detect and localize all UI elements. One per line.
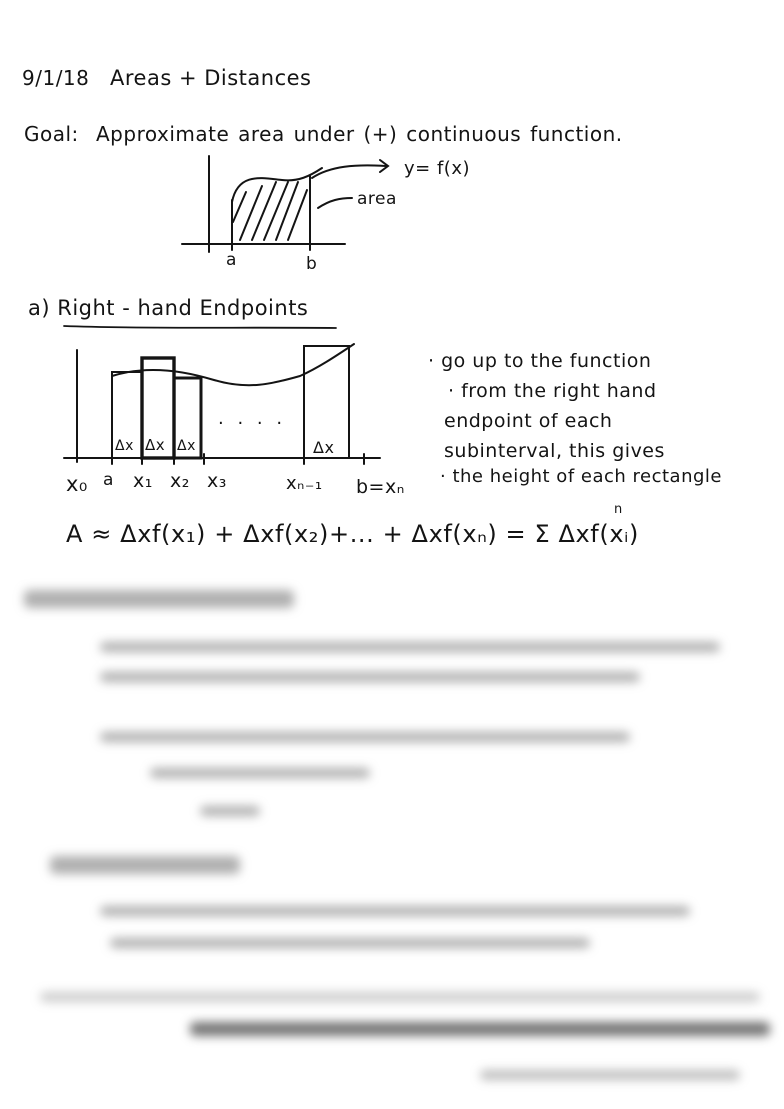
note-line-1: · go up to the function — [428, 350, 652, 372]
note-date: 9/1/18 — [22, 66, 90, 90]
goal-label: Goal: — [24, 122, 79, 146]
xn-minus-1-label: xₙ₋₁ — [286, 473, 323, 494]
a-tick-label: a — [103, 470, 114, 490]
section-heading: a) Right - hand Endpoints — [28, 296, 309, 320]
fx-label: y= f(x) — [404, 158, 470, 179]
x2-label: x₂ — [170, 470, 190, 492]
riemann-sum-formula: A ≈ Δxf(x₁) + Δxf(x₂)+... + Δxf(xₙ) = Σ Δxf(xᵢ) — [66, 520, 639, 548]
a-label: a — [226, 250, 237, 270]
goal-text: Approximate area under (+) continuous function. — [96, 122, 623, 146]
note-line-5: · the height of each rectangle — [440, 466, 722, 487]
area-label: area — [357, 189, 397, 209]
ellipsis-dots: . . . . — [218, 408, 287, 429]
blurred-notes-region — [0, 560, 784, 1109]
note-line-4: subinterval, this gives — [444, 440, 665, 462]
note-line-2: · from the right hand — [448, 380, 657, 402]
b-equals-xn-label: b=xₙ — [356, 476, 405, 498]
dx-label-3: Δx — [177, 438, 196, 454]
x3-label: x₃ — [207, 470, 227, 492]
x0-label: x₀ — [66, 472, 88, 496]
dx-label-1: Δx — [115, 438, 134, 454]
figure2-curve — [112, 344, 354, 385]
note-line-3: endpoint of each — [444, 410, 613, 432]
sum-upper-limit: n — [614, 502, 623, 517]
x1-label: x₁ — [133, 470, 153, 492]
b-label: b — [306, 254, 318, 274]
dx-label-n: Δx — [313, 438, 335, 457]
dx-label-2: Δx — [145, 436, 166, 454]
note-title: Areas + Distances — [110, 66, 312, 90]
